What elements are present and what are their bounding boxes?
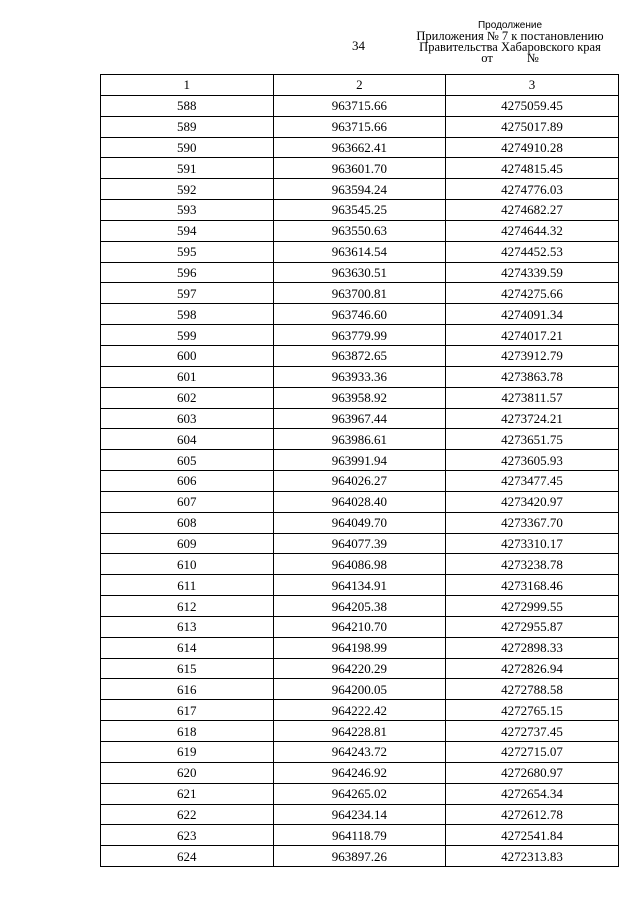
appendix-line-2: Правительства Хабаровского края xyxy=(419,40,601,54)
x-coordinate-cell: 964028.40 xyxy=(273,491,446,512)
x-coordinate-cell: 963550.63 xyxy=(273,220,446,241)
x-coordinate-cell: 964205.38 xyxy=(273,596,446,617)
table-row xyxy=(101,158,619,179)
table-row xyxy=(101,429,619,450)
table-row xyxy=(101,825,619,846)
y-coordinate-cell: 4274017.21 xyxy=(446,325,619,346)
appendix-header xyxy=(400,20,620,64)
y-coordinate-cell: 4273238.78 xyxy=(446,554,619,575)
point-number-cell: 624 xyxy=(101,846,274,867)
continuation-label: Продолжение xyxy=(477,20,543,31)
x-coordinate-cell: 964243.72 xyxy=(273,742,446,763)
table-row xyxy=(101,366,619,387)
point-number-cell: 591 xyxy=(101,158,274,179)
x-coordinate-cell: 963594.24 xyxy=(273,179,446,200)
table-row xyxy=(101,575,619,596)
table-row xyxy=(101,262,619,283)
x-coordinate-cell: 964228.81 xyxy=(273,721,446,742)
point-number-cell: 616 xyxy=(101,679,274,700)
table-row xyxy=(101,679,619,700)
point-number-cell: 597 xyxy=(101,283,274,304)
table-row xyxy=(101,116,619,137)
y-coordinate-cell: 4274452.53 xyxy=(446,241,619,262)
y-coordinate-cell: 4274910.28 xyxy=(446,137,619,158)
table-row xyxy=(101,200,619,221)
x-coordinate-cell: 963662.41 xyxy=(273,137,446,158)
y-coordinate-cell: 4274776.03 xyxy=(446,179,619,200)
y-coordinate-cell: 4272788.58 xyxy=(446,679,619,700)
point-number-cell: 614 xyxy=(101,637,274,658)
point-number-cell: 594 xyxy=(101,220,274,241)
y-coordinate-cell: 4273724.21 xyxy=(446,408,619,429)
point-number-cell: 618 xyxy=(101,721,274,742)
x-coordinate-cell: 963933.36 xyxy=(273,366,446,387)
table-row xyxy=(101,408,619,429)
x-coordinate-cell: 963601.70 xyxy=(273,158,446,179)
x-coordinate-cell: 964077.39 xyxy=(273,533,446,554)
x-coordinate-cell: 964118.79 xyxy=(273,825,446,846)
x-coordinate-cell: 964026.27 xyxy=(273,471,446,492)
table-row xyxy=(101,283,619,304)
x-coordinate-cell: 963715.66 xyxy=(273,95,446,116)
column-header: 1 xyxy=(101,75,274,96)
point-number-cell: 596 xyxy=(101,262,274,283)
x-coordinate-cell: 963991.94 xyxy=(273,450,446,471)
table-row xyxy=(101,137,619,158)
point-number-cell: 595 xyxy=(101,241,274,262)
table-row xyxy=(101,304,619,325)
x-coordinate-cell: 963614.54 xyxy=(273,241,446,262)
point-number-cell: 613 xyxy=(101,616,274,637)
point-number-cell: 592 xyxy=(101,179,274,200)
x-coordinate-cell: 964234.14 xyxy=(273,804,446,825)
y-coordinate-cell: 4273367.70 xyxy=(446,512,619,533)
x-coordinate-cell: 964210.70 xyxy=(273,616,446,637)
table-row xyxy=(101,554,619,575)
x-coordinate-cell: 963958.92 xyxy=(273,387,446,408)
point-number-cell: 589 xyxy=(101,116,274,137)
y-coordinate-cell: 4273651.75 xyxy=(446,429,619,450)
table-header-row xyxy=(101,75,619,96)
point-number-cell: 619 xyxy=(101,742,274,763)
table-row xyxy=(101,325,619,346)
table-row xyxy=(101,721,619,742)
y-coordinate-cell: 4274644.32 xyxy=(446,220,619,241)
x-coordinate-cell: 963630.51 xyxy=(273,262,446,283)
point-number-cell: 607 xyxy=(101,491,274,512)
y-coordinate-cell: 4273912.79 xyxy=(446,345,619,366)
y-coordinate-cell: 4272826.94 xyxy=(446,658,619,679)
point-number-cell: 603 xyxy=(101,408,274,429)
y-coordinate-cell: 4273477.45 xyxy=(446,471,619,492)
table-row xyxy=(101,471,619,492)
y-coordinate-cell: 4274682.27 xyxy=(446,200,619,221)
x-coordinate-cell: 963715.66 xyxy=(273,116,446,137)
table-row xyxy=(101,783,619,804)
point-number-cell: 609 xyxy=(101,533,274,554)
y-coordinate-cell: 4273420.97 xyxy=(446,491,619,512)
table-row xyxy=(101,450,619,471)
x-coordinate-cell: 963545.25 xyxy=(273,200,446,221)
point-number-cell: 620 xyxy=(101,762,274,783)
y-coordinate-cell: 4272313.83 xyxy=(446,846,619,867)
x-coordinate-cell: 963897.26 xyxy=(273,846,446,867)
y-coordinate-cell: 4274339.59 xyxy=(446,262,619,283)
table-row xyxy=(101,491,619,512)
x-coordinate-cell: 963872.65 xyxy=(273,345,446,366)
y-coordinate-cell: 4274091.34 xyxy=(446,304,619,325)
table-row xyxy=(101,345,619,366)
y-coordinate-cell: 4273863.78 xyxy=(446,366,619,387)
table-row xyxy=(101,637,619,658)
point-number-cell: 588 xyxy=(101,95,274,116)
x-coordinate-cell: 964265.02 xyxy=(273,783,446,804)
point-number-cell: 617 xyxy=(101,700,274,721)
y-coordinate-cell: 4272737.45 xyxy=(446,721,619,742)
table-row xyxy=(101,804,619,825)
x-coordinate-cell: 964220.29 xyxy=(273,658,446,679)
y-coordinate-cell: 4272612.78 xyxy=(446,804,619,825)
appendix-line-1: Приложения № 7 к постановлению xyxy=(416,29,604,43)
table-row xyxy=(101,387,619,408)
x-coordinate-cell: 964222.42 xyxy=(273,700,446,721)
table-row xyxy=(101,596,619,617)
y-coordinate-cell: 4273168.46 xyxy=(446,575,619,596)
y-coordinate-cell: 4272955.87 xyxy=(446,616,619,637)
y-coordinate-cell: 4272999.55 xyxy=(446,596,619,617)
point-number-cell: 593 xyxy=(101,200,274,221)
point-number-cell: 590 xyxy=(101,137,274,158)
y-coordinate-cell: 4272898.33 xyxy=(446,637,619,658)
y-coordinate-cell: 4272765.15 xyxy=(446,700,619,721)
y-coordinate-cell: 4273310.17 xyxy=(446,533,619,554)
y-coordinate-cell: 4272715.07 xyxy=(446,742,619,763)
table-body xyxy=(101,95,619,866)
point-number-cell: 602 xyxy=(101,387,274,408)
point-number-cell: 615 xyxy=(101,658,274,679)
point-number-cell: 598 xyxy=(101,304,274,325)
table-row xyxy=(101,241,619,262)
y-coordinate-cell: 4275059.45 xyxy=(446,95,619,116)
table-row xyxy=(101,658,619,679)
table-row xyxy=(101,700,619,721)
number-label: № xyxy=(526,51,539,65)
table-row xyxy=(101,179,619,200)
point-number-cell: 600 xyxy=(101,345,274,366)
x-coordinate-cell: 963746.60 xyxy=(273,304,446,325)
table-row xyxy=(101,512,619,533)
x-coordinate-cell: 963779.99 xyxy=(273,325,446,346)
point-number-cell: 623 xyxy=(101,825,274,846)
x-coordinate-cell: 963986.61 xyxy=(273,429,446,450)
point-number-cell: 604 xyxy=(101,429,274,450)
point-number-cell: 601 xyxy=(101,366,274,387)
x-coordinate-cell: 964134.91 xyxy=(273,575,446,596)
y-coordinate-cell: 4273605.93 xyxy=(446,450,619,471)
table-row xyxy=(101,846,619,867)
y-coordinate-cell: 4274275.66 xyxy=(446,283,619,304)
y-coordinate-cell: 4274815.45 xyxy=(446,158,619,179)
table-row xyxy=(101,220,619,241)
point-number-cell: 610 xyxy=(101,554,274,575)
point-number-cell: 622 xyxy=(101,804,274,825)
point-number-cell: 611 xyxy=(101,575,274,596)
x-coordinate-cell: 964198.99 xyxy=(273,637,446,658)
point-number-cell: 608 xyxy=(101,512,274,533)
point-number-cell: 621 xyxy=(101,783,274,804)
x-coordinate-cell: 964086.98 xyxy=(273,554,446,575)
page-number: 34 xyxy=(352,38,365,53)
point-number-cell: 606 xyxy=(101,471,274,492)
x-coordinate-cell: 964049.70 xyxy=(273,512,446,533)
from-label: от xyxy=(481,51,493,65)
x-coordinate-cell: 963967.44 xyxy=(273,408,446,429)
point-number-cell: 605 xyxy=(101,450,274,471)
column-header: 3 xyxy=(446,75,619,96)
table-row xyxy=(101,616,619,637)
y-coordinate-cell: 4275017.89 xyxy=(446,116,619,137)
y-coordinate-cell: 4273811.57 xyxy=(446,387,619,408)
table-row xyxy=(101,742,619,763)
table-row xyxy=(101,95,619,116)
table-row xyxy=(101,533,619,554)
x-coordinate-cell: 964200.05 xyxy=(273,679,446,700)
table-row xyxy=(101,762,619,783)
y-coordinate-cell: 4272541.84 xyxy=(446,825,619,846)
coordinates-table xyxy=(100,74,619,867)
x-coordinate-cell: 963700.81 xyxy=(273,283,446,304)
point-number-cell: 599 xyxy=(101,325,274,346)
column-header: 2 xyxy=(273,75,446,96)
y-coordinate-cell: 4272654.34 xyxy=(446,783,619,804)
point-number-cell: 612 xyxy=(101,596,274,617)
y-coordinate-cell: 4272680.97 xyxy=(446,762,619,783)
x-coordinate-cell: 964246.92 xyxy=(273,762,446,783)
date-number-line xyxy=(400,53,620,64)
